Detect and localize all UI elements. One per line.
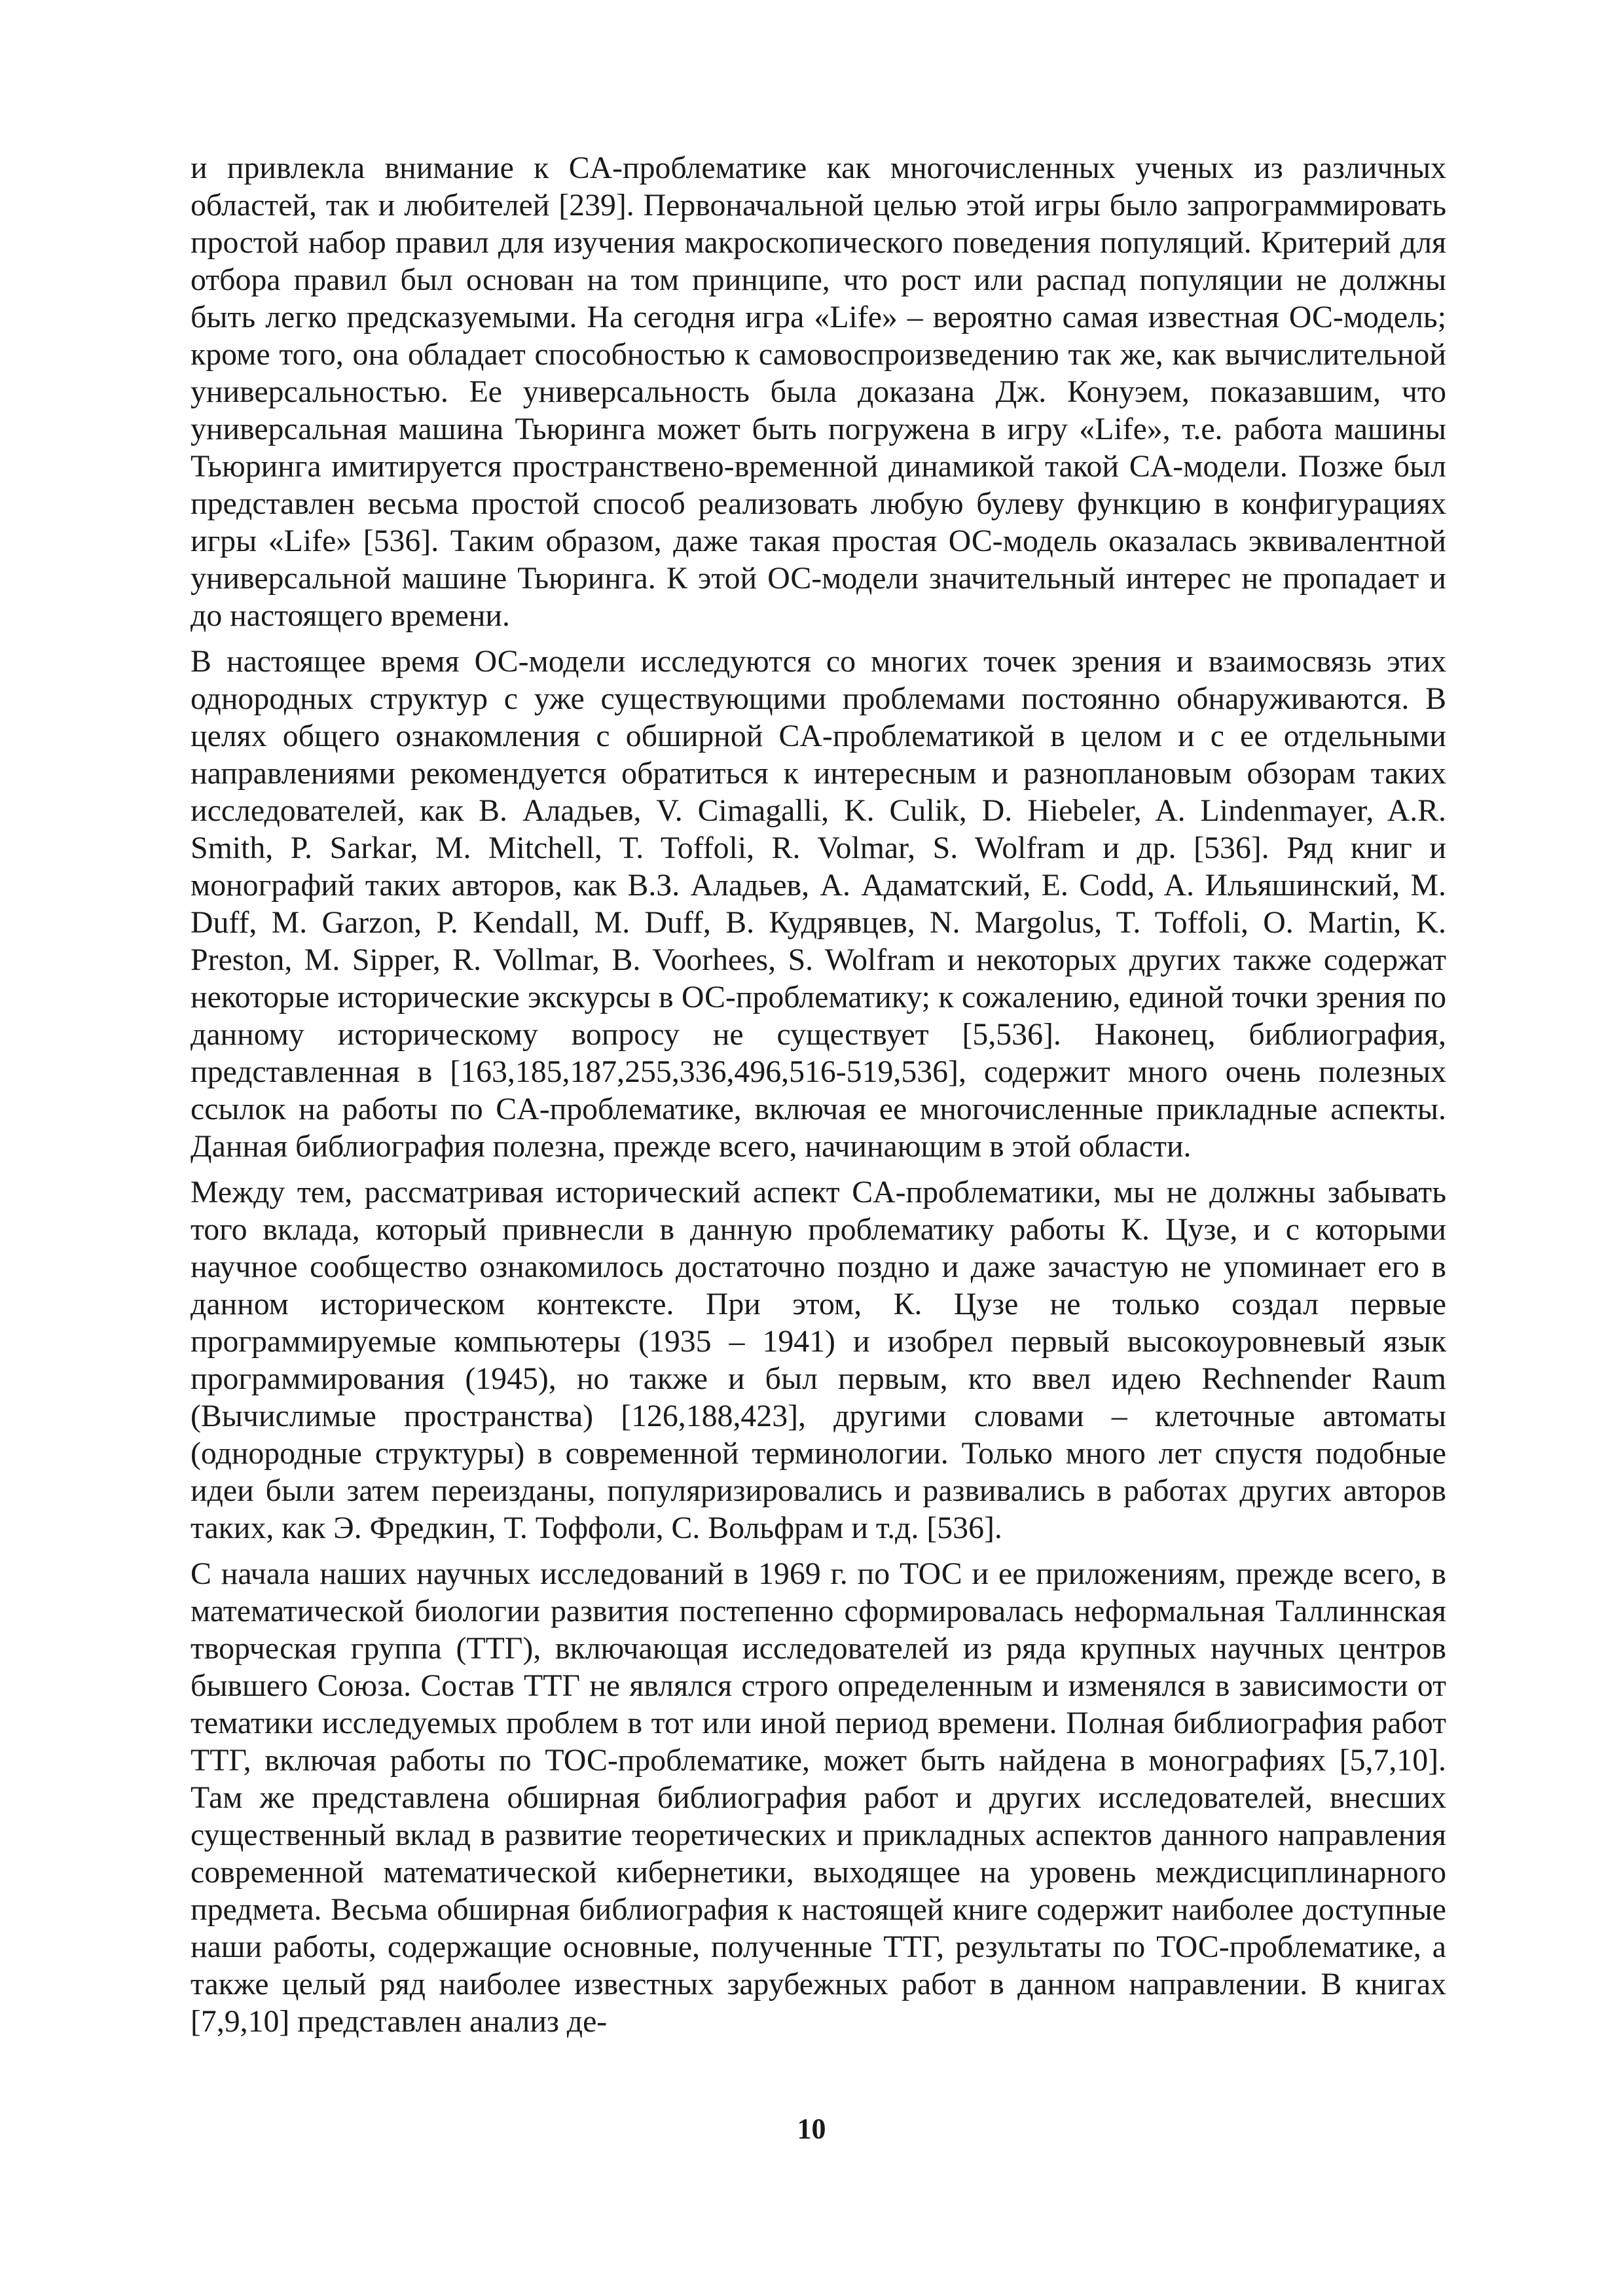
page-body [191,149,1446,2049]
paragraph-zuse-history: Между тем, рассматривая исторический аспект CA-проблематики, мы не должны забывать того вклада, который привнесли в данную проблематику работы К. Цузе, и с которыми научное сообщество ознакомилось достаточно поздно и даже зачастую не упоминает его в данном историческом контексте. При этом, К. Цузе не только создал первые программируемые компьютеры (1935 – 1941) и изобрел первый высокоуровневый язык программирования (1945), но также и был первым, кто ввел идею Rechnender Raum (Вычислимые пространства) [126,188,423], другими словами – клеточные автоматы (однородные структуры) в современной терминологии. Только много лет спустя подобные идеи были затем переизданы, популяризировались и развивались в работах других авторов таких, как Э. Фредкин, Т. Тоффоли, С. Вольфрам и т.д. [536]. [191,1175,1446,1545]
page-number: 10 [797,2113,826,2145]
paragraph-tallinn-group: С начала наших научных исследований в 1969 г. по ТОС и ее приложениям, прежде всего, в математической биологии развития постепенно сформировалась неформальная Таллиннская творческая группа (ТТГ), включающая исследователей из ряда крупных научных центров бывшего Союза. Состав ТТГ не являлся строго определенным и изменялся в зависимости от тематики исследуемых проблем в тот или иной период времени. Полная библиография работ ТТГ, включая работы по ТОС-проблематике, может быть найдена в монографиях [5,7,10]. Там же представлена обширная библиография работ и других исследователей, внесших существенный вклад в развитие теоретических и прикладных аспектов данного направления современной математической кибернетики, выходящее на уровень междисциплинарного предмета. Весьма обширная библиография к настоящей книге содержит наиболее доступные наши работы, содержащие основные, полученные ТТГ, результаты по ТОС-проблематике, а также целый ряд наиболее известных зарубежных работ в данном направлении. В книгах [7,9,10] представлен анализ де- [191,1556,1446,2039]
paragraph-life-game: и привлекла внимание к CA-проблематике как многочисленных ученых из различных областей, так и любителей [239]. Первоначальной целью этой игры было запрограммировать простой набор правил для изучения макроскопического поведения популяций. Критерий для отбора правил был основан на том принципе, что рост или распад популяции не должны быть легко предсказуемыми. На сегодня игра «Life» – вероятно самая известная ОС-модель; кроме того, она обладает способностью к самовоспроизведению так же, как вычислительной универсальностью. Ее универсальность была доказана Дж. Конуэем, показавшим, что универсальная машина Тьюринга может быть погружена в игру «Life», т.е. работа машины Тьюринга имитируется пространствено-временной динамикой такой CA-модели. Позже был представлен весьма простой способ реализовать любую булеву функцию в конфигурациях игры «Life» [536]. Таким образом, даже такая простая ОС-модель оказалась эквивалентной универсальной машине Тьюринга. К этой ОС-модели значительный интерес не пропадает и до настоящего времени. [191,151,1446,633]
paragraph-research-overview: В настоящее время ОС-модели исследуются со многих точек зрения и взаимосвязь этих однородных структур с уже существующими проблемами постоянно обнаруживаются. В целях общего ознакомления с обширной CA-проблематикой в целом и с ее отдельными направлениями рекомендуется обратиться к интересным и разноплановым обзорам таких исследователей, как В. Аладьев, V. Cimagalli, K. Culik, D. Hiebeler, A. Lindenmayer, A.R. Smith, P. Sarkar, M. Mitchell, T. Toffoli, R. Volmar, S. Wolfram и др. [536]. Ряд книг и монографий таких авторов, как В.З. Аладьев, А. Адаматский, E. Codd, A. Ильяшинский, M. Duff, M. Garzon, P. Kendall, M. Duff, B. Кудрявцев, N. Margolus, T. Toffoli, O. Martin, K. Preston, M. Sipper, R. Vollmar, B. Voorhees, S. Wolfram и некоторых других также содержат некоторые исторические экскурсы в ОС-проблематику; к сожалению, единой точки зрения по данному историческому вопросу не существует [5,536]. Наконец, библиография, представленная в [163,185,187,255,336,496,516-519,536], содержит много очень полезных ссылок на работы по CA-проблематике, включая ее многочисленные прикладные аспекты. Данная библиография полезна, прежде всего, начинающим в этой области. [191,644,1446,1164]
